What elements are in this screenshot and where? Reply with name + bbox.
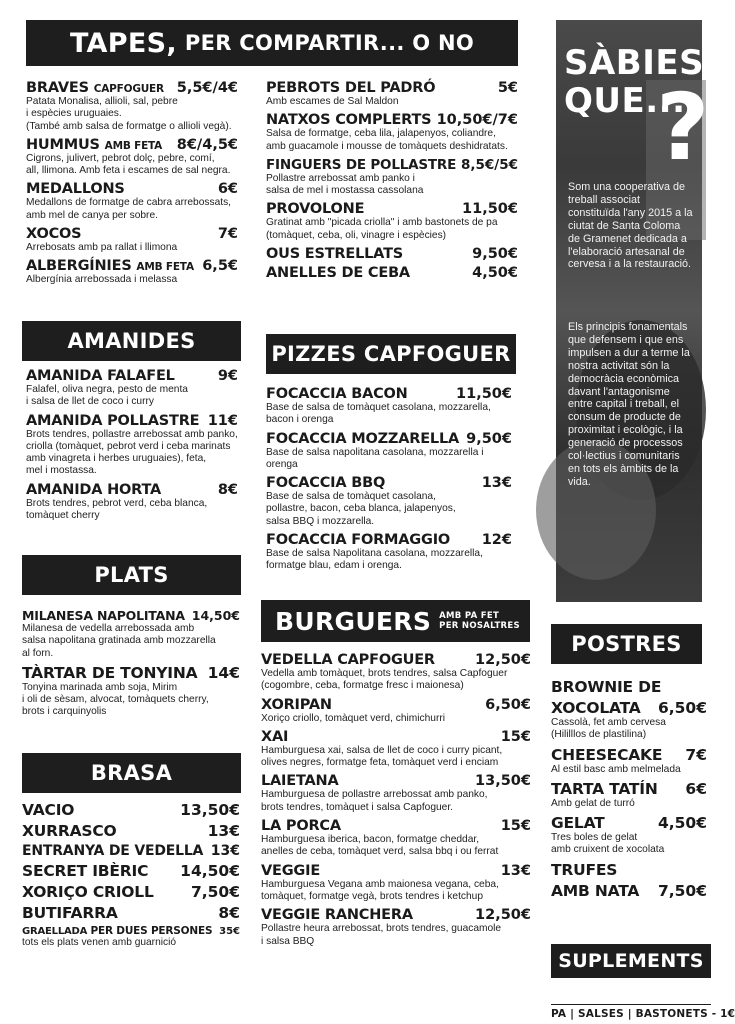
menu-item-row xyxy=(266,386,512,402)
menu-item-description: Patata Monalisa, allioli, sal, pebre i espècies uruguaies. (També amb salsa de formatge o allioli vegà). xyxy=(26,96,232,132)
menu-item-name xyxy=(22,664,197,682)
menu-item xyxy=(266,112,518,153)
menu-item-name-text: GRAELLADA xyxy=(22,926,88,937)
sabies-paragraph-1: Som una cooperativa de treball associat constituïda l'any 2015 a la ciutat de Santa Coloma de Gramenet dedicada a l'elaboració artesanal de cervesa i a la restauració. xyxy=(568,181,693,271)
menu-item-row xyxy=(22,883,240,901)
menu-item-row xyxy=(261,652,531,668)
menu-item-description: Hamburguesa iberica, bacon, formatge cheddar, anelles de ceba, tomàquet verd, salsa bbq i ou ferrat xyxy=(261,834,499,858)
menu-item-name-text: VEDELLA CAPFOGUER xyxy=(261,652,435,668)
menu-item xyxy=(22,925,240,949)
menu-item-name xyxy=(26,368,175,384)
menu-item-price: 6€ xyxy=(217,181,238,198)
menu-item-row xyxy=(22,904,240,922)
postres-column xyxy=(551,678,707,903)
menu-item-price: 9€ xyxy=(217,368,238,384)
menu-item xyxy=(26,368,238,409)
question-mark-glyph: ? xyxy=(656,74,710,181)
menu-item-price: 7,50€ xyxy=(190,883,240,901)
menu-item-name-text: FOCACCIA MOZZARELLA xyxy=(266,430,460,447)
menu-item-price: 13€ xyxy=(481,475,512,492)
menu-item-description: Cigrons, julivert, pebrot dolç, pebre, comí, all, llimona. Amb feta i escames de sal negra. xyxy=(26,152,231,177)
menu-item xyxy=(26,482,238,523)
menu-item xyxy=(22,801,240,819)
burguers-subtitle-line2: PER NOSALTRES xyxy=(439,621,520,631)
menu-item-row xyxy=(551,882,707,900)
menu-item-row xyxy=(551,699,707,717)
menu-item xyxy=(26,80,238,133)
menu-item-name xyxy=(22,801,74,819)
menu-item-name xyxy=(261,729,288,745)
menu-item-name xyxy=(551,861,617,879)
menu-item-name-text: BRAVES xyxy=(26,80,89,96)
menu-item xyxy=(266,157,518,198)
burguers-subtitle xyxy=(439,611,520,631)
menu-item-row xyxy=(22,801,240,819)
menu-item xyxy=(266,386,512,427)
menu-item-name xyxy=(22,843,203,859)
menu-item-name xyxy=(266,112,431,128)
menu-item-description: Vedella amb tomàquet, brots tendres, salsa Capfoguer (cogombre, ceba, formatge fresc i maionesa) xyxy=(261,668,508,692)
menu-item-description: Cassolà, fet amb cervesa (Hililllos de plastilina) xyxy=(551,717,666,741)
postres-header: POSTRES xyxy=(551,624,702,664)
menu-item-description: Hamburguesa Vegana amb maionesa vegana, ceba, tomàquet, formatge vegà, brots tendres i ketchup xyxy=(261,878,499,902)
menu-item-row xyxy=(26,181,238,197)
menu-item-name xyxy=(26,181,125,197)
menu-item-name xyxy=(26,482,161,498)
menu-item-name xyxy=(22,822,117,840)
menu-item-price: 5€ xyxy=(497,80,518,96)
menu-item-price: 5,5€/4€ xyxy=(176,80,238,96)
menu-item-description: Amb escames de Sal Maldon xyxy=(266,96,399,107)
menu-item-name-text: ANELLES DE CEBA xyxy=(266,265,410,282)
menu-item-price: 7€ xyxy=(685,745,707,764)
menu-item xyxy=(266,246,518,262)
menu-item-row xyxy=(22,664,240,682)
menu-item-name xyxy=(551,699,641,717)
menu-item-name xyxy=(26,226,81,242)
menu-item-name-text: TARTA TATÍN xyxy=(551,779,658,798)
menu-item-row xyxy=(266,80,518,96)
menu-item-subname: PER DUES PERSONES xyxy=(90,925,213,937)
menu-item-subname: CAPFOGUER xyxy=(93,83,164,95)
menu-item-price: 12,50€ xyxy=(475,652,531,668)
menu-item-name xyxy=(266,386,408,402)
menu-item-description: Milanesa de vedella arrebossada amb salsa napolitana gratinada amb mozzarella al forn. xyxy=(22,623,216,659)
menu-item-name-text: BROWNIE DE xyxy=(551,678,662,696)
menu-item-name-text: XAI xyxy=(261,728,289,745)
menu-item xyxy=(266,532,512,573)
sabies-que-panel xyxy=(556,20,710,602)
menu-item-name xyxy=(551,678,661,696)
menu-item-name xyxy=(266,246,403,262)
menu-item-name-text: AMB NATA xyxy=(551,881,640,900)
menu-item-name xyxy=(266,265,410,281)
menu-item xyxy=(26,226,238,254)
menu-item-row xyxy=(266,475,512,491)
menu-item-price: 11,50€ xyxy=(456,386,512,402)
menu-item-description: Base de salsa napolitana casolana, mozzarella i orenga xyxy=(266,446,484,470)
menu-item-name xyxy=(261,652,435,668)
menu-item-row xyxy=(261,729,531,745)
menu-item-price: 7,50€ xyxy=(657,881,707,900)
menu-item xyxy=(26,413,238,478)
tapes-header xyxy=(26,20,518,66)
menu-item-price: 13,50€ xyxy=(180,801,240,819)
menu-item-row xyxy=(26,80,238,96)
menu-item-price: 6,50€ xyxy=(485,696,531,713)
menu-item-row xyxy=(22,925,240,937)
menu-item-name-text: MEDALLONS xyxy=(26,181,125,198)
menu-item-price: 8€ xyxy=(217,481,238,498)
menu-item-price: 35€ xyxy=(219,926,240,937)
menu-item-name xyxy=(266,157,456,173)
menu-item-description: Gratinat amb "picada criolla" i amb bastonets de pa (tomàquet, ceba, oli, vinagre i espècies) xyxy=(266,217,498,241)
menu-item xyxy=(261,818,531,859)
menu-item-price: 6,5€ xyxy=(202,258,238,275)
menu-item-price: 15€ xyxy=(500,818,531,835)
menu-item-row xyxy=(22,862,240,880)
menu-item-name xyxy=(266,431,459,447)
menu-item-description: Al estil basc amb melmelada xyxy=(551,763,681,775)
menu-item-name-text: XURRASCO xyxy=(22,822,117,840)
menu-item-description: Albergínia arrebossada i melassa xyxy=(26,274,178,286)
tapes-left-column xyxy=(26,80,238,291)
menu-item-name xyxy=(26,137,162,153)
menu-item-price: 12€ xyxy=(481,532,512,549)
burguers-title: BURGUERS xyxy=(275,606,432,636)
menu-item-row xyxy=(26,413,238,429)
menu-item xyxy=(551,780,707,810)
menu-item-price: 6,50€ xyxy=(657,699,707,717)
menu-item-row xyxy=(266,431,512,447)
menu-item-row xyxy=(26,368,238,384)
menu-item xyxy=(22,843,240,859)
menu-item-row xyxy=(26,226,238,242)
suplements-header: SUPLEMENTS xyxy=(551,944,711,978)
tapes-header-rest: PER COMPARTIR... O NO xyxy=(184,31,475,55)
menu-item-price: 9,50€ xyxy=(472,246,518,263)
menu-item-name-text: PROVOLONE xyxy=(266,201,365,218)
menu-item-name-text: PEBROTS DEL PADRÓ xyxy=(266,80,436,96)
menu-item-name-text: FOCACCIA BBQ xyxy=(266,475,386,492)
menu-item xyxy=(266,80,518,108)
sabies-title-line1: SÀBIES xyxy=(564,43,705,83)
menu-item-name-text: LAIETANA xyxy=(261,773,339,790)
menu-item-description: Tonyina marinada amb soja, Mirim i oli de sèsam, alvocat, tomàquets cherry, brots i carquinyolis xyxy=(22,681,209,718)
menu-item-description: Arrebosats amb pa rallat i llimona xyxy=(26,242,178,254)
menu-item-description: Tres boles de gelat amb cruixent de xocolata xyxy=(551,832,665,856)
menu-item-price: 7€ xyxy=(217,226,238,243)
pizzes-header: PIZZES CAPFOGUER xyxy=(266,334,516,374)
menu-item-row xyxy=(551,780,707,798)
menu-item-row xyxy=(261,863,531,879)
menu-item-subname: AMB FETA xyxy=(136,261,194,274)
menu-item-price: 8€ xyxy=(218,904,240,922)
menu-item-description: Xoriço criollo, tomàquet verd, chimichurri xyxy=(261,712,446,724)
burguers-subtitle-line1: AMB PA FET xyxy=(439,611,500,621)
menu-item-row xyxy=(22,608,240,623)
menu-item xyxy=(22,862,240,880)
menu-item xyxy=(266,201,518,242)
menu-item xyxy=(22,904,240,922)
menu-item-name-text: BUTIFARRA xyxy=(22,904,118,922)
menu-item-name xyxy=(551,814,605,832)
menu-item xyxy=(26,137,238,178)
menu-item-row xyxy=(266,112,518,128)
menu-item-description: Hamburguesa xai, salsa de llet de coco i curry picant, olives negres, formatge feta, tomàquet verd i enciam xyxy=(261,744,503,769)
menu-item xyxy=(261,697,531,725)
menu-item-name-text: OUS ESTRELLATS xyxy=(266,246,404,263)
menu-item-name-text: GELAT xyxy=(551,814,605,833)
menu-item-description: Base de salsa Napolitana casolana, mozzarella, formatge blau, edam i orenga. xyxy=(266,548,483,572)
menu-item-name-text: CHEESECAKE xyxy=(551,745,663,764)
menu-item-name-text: XOCOS xyxy=(26,226,82,243)
amanides-column xyxy=(26,368,238,526)
menu-item-name xyxy=(26,413,199,429)
menu-item-row xyxy=(266,532,512,548)
menu-item-price: 8€/4,5€ xyxy=(176,136,238,153)
menu-item-name xyxy=(22,883,154,901)
suplements-line: PA | SALSES | BASTONETS - 1€ xyxy=(551,1008,735,1020)
menu-item-description: Pollastre arrebossat amb panko i salsa de mel i mostassa cassolana xyxy=(266,172,424,197)
menu-item-name xyxy=(22,904,118,922)
menu-item-row xyxy=(26,258,238,274)
burguers-column xyxy=(261,652,531,952)
menu-item-name-text: LA PORCA xyxy=(261,818,341,835)
menu-item xyxy=(551,882,707,900)
sabies-paragraph-2: Els principis fonamentals que defensem i que ens impulsen a dur a terme la nostra activitat són la democràcia econòmica davant l'antagonisme entre capital i treball, el consum de producte de proximitat i ecològic, i la generació de processos col·lectius i comunitaris en tots els àmbits de la vida. xyxy=(568,321,690,488)
menu-item-description: Hamburguesa de pollastre arrebossat amb panko, brots tendres, tomàquet i salsa Capfoguer. xyxy=(261,789,488,813)
menu-item-row xyxy=(261,818,531,834)
menu-item-price: 14,50€ xyxy=(180,862,240,880)
menu-item-name xyxy=(551,746,662,764)
menu-item-name-text: FOCACCIA BACON xyxy=(266,386,408,402)
menu-item-price: 10,50€/7€ xyxy=(436,112,518,129)
menu-item-description: Base de salsa de tomàquet casolana, pollastre, bacon, ceba blanca, jalapenyos, salsa BBQ i mozzarella. xyxy=(266,491,456,527)
burguers-header xyxy=(261,600,530,642)
menu-item xyxy=(551,699,707,742)
menu-item xyxy=(22,608,240,660)
menu-item-name xyxy=(261,697,332,713)
menu-item-name-text: ENTRANYA DE VEDELLA xyxy=(22,843,204,859)
menu-item-name xyxy=(551,780,658,798)
menu-item xyxy=(22,822,240,840)
menu-item-description: Pollastre heura arrebossat, brots tendres, guacamole i salsa BBQ xyxy=(261,923,502,947)
menu-item-name xyxy=(266,201,364,217)
menu-item-name-text: NATXOS COMPLERTS xyxy=(266,112,432,129)
menu-item-row xyxy=(551,814,707,832)
menu-item-row xyxy=(26,482,238,498)
menu-item-name-text: VEGGIE xyxy=(261,862,321,879)
menu-item xyxy=(22,664,240,719)
menu-item-price: 11€ xyxy=(207,412,238,429)
menu-item-name-text: XORIÇO CRIOLL xyxy=(22,883,154,901)
menu-item-price: 4,50€ xyxy=(472,265,518,282)
menu-item-description: tots els plats venen amb guarnició xyxy=(22,937,177,948)
menu-item-name xyxy=(551,882,639,900)
menu-item-row xyxy=(551,678,707,696)
menu-item-row xyxy=(551,746,707,764)
menu-item-description: Amb gelat de turró xyxy=(551,797,635,809)
menu-item-description: Salsa de formatge, ceba lila, jalapenyos, coliandre, amb guacamole i mousse de tomàquets deshidratats. xyxy=(266,128,508,152)
menu-item-description: Medallons de formatge de cabra arrebossats, amb mel de canya per sobre. xyxy=(26,197,231,221)
menu-item xyxy=(266,475,512,528)
menu-item-price: 13€ xyxy=(210,843,240,859)
menu-item-name xyxy=(22,862,148,880)
menu-item-row xyxy=(22,822,240,840)
menu-item-description: Falafel, oliva negra, pesto de menta i salsa de llet de coco i curry xyxy=(26,384,188,408)
plats-header: PLATS xyxy=(22,555,241,595)
menu-item-name-text: TRUFES xyxy=(551,860,618,879)
menu-item-price: 14,50€ xyxy=(191,608,240,623)
menu-item-row xyxy=(26,137,238,153)
menu-item-name xyxy=(261,863,320,879)
menu-item-name xyxy=(266,532,450,548)
menu-item-name-text: AMANIDA FALAFEL xyxy=(26,368,175,384)
menu-item xyxy=(266,265,518,281)
menu-item-name-text: ALBERGÍNIES xyxy=(26,258,132,275)
menu-item xyxy=(551,678,707,696)
menu-item xyxy=(22,883,240,901)
menu-item-name-text: SECRET IBÈRIC xyxy=(22,862,149,880)
pizzes-column xyxy=(266,386,512,577)
menu-item xyxy=(551,814,707,857)
menu-item-row xyxy=(266,265,518,281)
menu-item-name xyxy=(22,608,185,623)
menu-item-name xyxy=(22,925,212,937)
menu-item xyxy=(551,861,707,879)
menu-item-name-text: HUMMUS xyxy=(26,136,100,153)
menu-item-name-text: AMANIDA HORTA xyxy=(26,481,162,498)
menu-item-price: 13,50€ xyxy=(475,773,531,790)
menu-item xyxy=(261,652,531,693)
menu-item-row xyxy=(266,157,518,173)
menu-item-price: 14€ xyxy=(207,663,240,682)
menu-item-name xyxy=(261,818,341,834)
menu-item-price: 8,5€/5€ xyxy=(460,156,518,173)
menu-item-name-text: VACIO xyxy=(22,801,75,819)
menu-item-name xyxy=(261,907,413,923)
menu-item xyxy=(261,907,531,948)
menu-item-row xyxy=(261,907,531,923)
menu-item-name xyxy=(26,258,194,274)
menu-item-name xyxy=(266,475,385,491)
menu-item-price: 12,50€ xyxy=(475,907,531,924)
menu-item-price: 9,50€ xyxy=(466,430,512,447)
menu-item-row xyxy=(22,843,240,859)
brasa-column xyxy=(22,801,240,953)
menu-item-row xyxy=(261,773,531,789)
menu-item-name-text: VEGGIE RANCHERA xyxy=(261,907,413,924)
menu-item-name xyxy=(266,80,435,96)
menu-item xyxy=(261,729,531,770)
plats-column xyxy=(22,608,240,723)
menu-item-row xyxy=(266,201,518,217)
menu-item xyxy=(266,431,512,472)
menu-item-subname: AMB FETA xyxy=(104,139,163,152)
menu-item-row xyxy=(551,861,707,879)
brasa-header: BRASA xyxy=(22,753,241,793)
suplements-divider xyxy=(551,1004,711,1005)
menu-item-price: 6€ xyxy=(685,779,707,798)
menu-item-row xyxy=(261,697,531,713)
menu-item-name-text: MILANESA NAPOLITANA xyxy=(22,608,185,623)
menu-item-name-text: TÀRTAR DE TONYINA xyxy=(22,663,198,682)
menu-item-row xyxy=(266,246,518,262)
menu-item xyxy=(261,773,531,814)
menu-item-description: Brots tendres, pollastre arrebossat amb panko, criolla (tomàquet, pebrot verd i ceba marinats amb vinagreta i herbes uruguaies), feta, mel i mostassa. xyxy=(26,428,238,477)
menu-item-description: Brots tendres, pebrot verd, ceba blanca, tomàquet cherry xyxy=(26,497,208,522)
menu-item-description: Base de salsa de tomàquet casolana, mozzarella, bacon i orenga xyxy=(266,402,491,426)
menu-item-name-text: FOCACCIA FORMAGGIO xyxy=(266,532,451,549)
tapes-right-column xyxy=(266,80,518,284)
menu-item-name-text: FINGUERS DE POLLASTRE xyxy=(266,156,457,173)
sabies-title-line2: QUE... xyxy=(564,81,686,121)
menu-item xyxy=(26,181,238,222)
menu-item-price: 13€ xyxy=(207,822,240,840)
menu-item xyxy=(26,258,238,286)
menu-item-name xyxy=(26,80,164,96)
tapes-header-main: TAPES, xyxy=(69,27,177,59)
menu-item-price: 15€ xyxy=(500,728,531,745)
menu-item-price: 11,50€ xyxy=(462,201,518,218)
menu-item-name-text: AMANIDA POLLASTRE xyxy=(26,412,200,429)
menu-item xyxy=(261,863,531,904)
menu-item-name-text: XOCOLATA xyxy=(551,699,641,717)
menu-item xyxy=(551,746,707,776)
menu-item-price: 13€ xyxy=(500,862,531,879)
menu-item-price: 4,50€ xyxy=(657,814,707,833)
menu-item-name-text: XORIPAN xyxy=(261,696,332,713)
menu-item-name xyxy=(261,773,339,789)
amanides-header: AMANIDES xyxy=(22,321,241,361)
